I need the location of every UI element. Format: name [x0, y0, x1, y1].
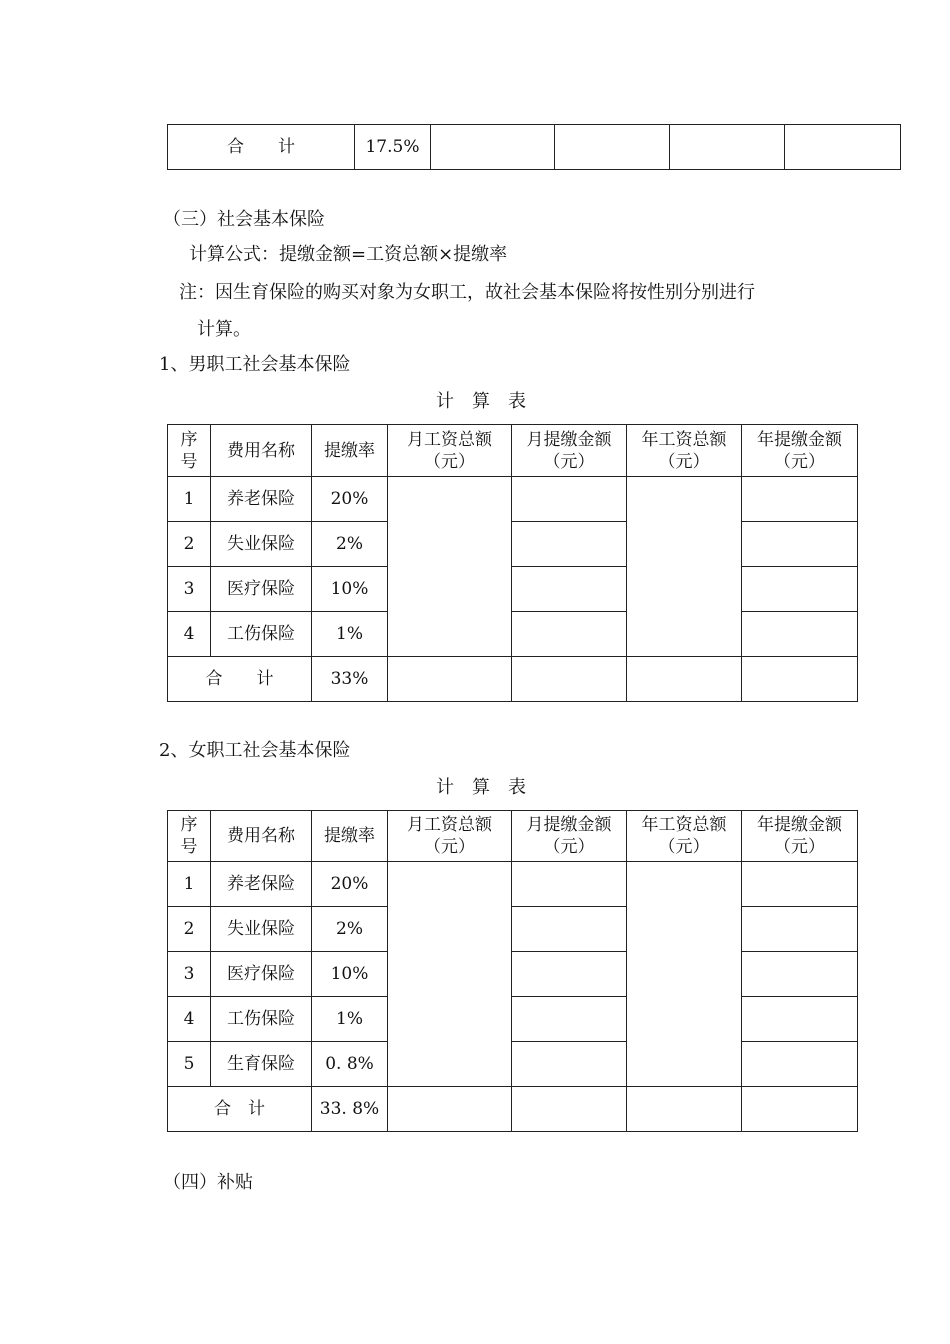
formula-text: 计算公式：提缴金额=工资总额×提缴率: [189, 244, 508, 265]
table-row: [168, 907, 858, 952]
header-seq: 序 号: [168, 811, 211, 862]
blank-cell: [742, 612, 858, 657]
blank-cell: [512, 997, 627, 1042]
total-rate: 17.5%: [355, 125, 431, 170]
blank-cell: [388, 657, 512, 702]
blank-cell: [512, 952, 627, 997]
table-row: [168, 952, 858, 997]
row-rate: 2%: [312, 907, 388, 952]
blank-cell: [512, 862, 627, 907]
row-name: 医疗保险: [211, 952, 312, 997]
section4-heading: （四）补贴: [163, 1172, 253, 1193]
yearly-wage-merged-cell: [627, 862, 742, 1087]
monthly-wage-merged-cell: [388, 477, 512, 657]
blank-cell: [512, 567, 627, 612]
section3-heading: （三）社会基本保险: [163, 209, 325, 230]
header-name: 费用名称: [211, 425, 312, 477]
blank-cell: [785, 125, 901, 170]
row-rate: 10%: [312, 952, 388, 997]
row-rate: 1%: [312, 997, 388, 1042]
blank-cell: [388, 1087, 512, 1132]
blank-cell: [627, 1087, 742, 1132]
total-label: 合 计: [168, 657, 312, 702]
row-name: 养老保险: [211, 862, 312, 907]
female-calc-table: [167, 810, 858, 1132]
blank-cell: [742, 862, 858, 907]
blank-cell: [742, 1087, 858, 1132]
blank-cell: [742, 907, 858, 952]
blank-cell: [670, 125, 785, 170]
yearly-wage-merged-cell: [627, 477, 742, 657]
row-name: 生育保险: [211, 1042, 312, 1087]
male-table-title: 计 算 表: [436, 391, 526, 412]
header-rate: 提缴率: [312, 425, 388, 477]
header-monthly-payment: 月提缴金额 （元）: [512, 425, 627, 477]
table-header-row: [168, 811, 858, 862]
header-rate: 提缴率: [312, 811, 388, 862]
top-total-table: [167, 124, 901, 170]
female-table-title: 计 算 表: [436, 777, 526, 798]
header-monthly-wage: 月工资总额 （元）: [388, 811, 512, 862]
blank-cell: [742, 657, 858, 702]
row-name: 医疗保险: [211, 567, 312, 612]
row-rate: 2%: [312, 522, 388, 567]
header-monthly-payment: 月提缴金额 （元）: [512, 811, 627, 862]
row-name: 失业保险: [211, 907, 312, 952]
blank-cell: [742, 997, 858, 1042]
table-row: [168, 862, 858, 907]
table-row: [168, 477, 858, 522]
table-total-row: [168, 1087, 858, 1132]
blank-cell: [512, 1042, 627, 1087]
total-label: 合 计: [168, 125, 355, 170]
male-calc-table: [167, 424, 858, 702]
header-seq: 序 号: [168, 425, 211, 477]
blank-cell: [512, 612, 627, 657]
total-rate: 33. 8%: [312, 1087, 388, 1132]
row-rate: 1%: [312, 612, 388, 657]
blank-cell: [512, 907, 627, 952]
header-yearly-payment: 年提缴金额 （元）: [742, 425, 858, 477]
blank-cell: [742, 522, 858, 567]
note-line-1: 注：因生育保险的购买对象为女职工，故社会基本保险将按性别分别进行: [179, 282, 755, 303]
table-total-row: [168, 657, 858, 702]
blank-cell: [627, 657, 742, 702]
blank-cell: [742, 567, 858, 612]
row-seq: 4: [168, 997, 211, 1042]
table-row: [168, 997, 858, 1042]
table-header-row: [168, 425, 858, 477]
female-heading: 2、女职工社会基本保险: [159, 740, 351, 761]
blank-cell: [555, 125, 670, 170]
row-rate: 20%: [312, 862, 388, 907]
total-rate: 33%: [312, 657, 388, 702]
table-row: [168, 522, 858, 567]
row-seq: 2: [168, 907, 211, 952]
table-row: [168, 125, 901, 170]
monthly-wage-merged-cell: [388, 862, 512, 1087]
table-row: [168, 567, 858, 612]
row-rate: 0. 8%: [312, 1042, 388, 1087]
table-row: [168, 612, 858, 657]
blank-cell: [742, 477, 858, 522]
header-monthly-wage: 月工资总额 （元）: [388, 425, 512, 477]
row-seq: 2: [168, 522, 211, 567]
header-name: 费用名称: [211, 811, 312, 862]
blank-cell: [742, 952, 858, 997]
blank-cell: [512, 477, 627, 522]
row-seq: 3: [168, 952, 211, 997]
header-yearly-wage: 年工资总额 （元）: [627, 425, 742, 477]
blank-cell: [512, 1087, 627, 1132]
blank-cell: [742, 1042, 858, 1087]
header-yearly-payment: 年提缴金额 （元）: [742, 811, 858, 862]
row-seq: 3: [168, 567, 211, 612]
row-seq: 4: [168, 612, 211, 657]
row-seq: 1: [168, 862, 211, 907]
row-seq: 5: [168, 1042, 211, 1087]
header-yearly-wage: 年工资总额 （元）: [627, 811, 742, 862]
row-rate: 20%: [312, 477, 388, 522]
row-rate: 10%: [312, 567, 388, 612]
row-name: 养老保险: [211, 477, 312, 522]
blank-cell: [431, 125, 555, 170]
row-name: 工伤保险: [211, 997, 312, 1042]
total-label: 合 计: [168, 1087, 312, 1132]
row-name: 工伤保险: [211, 612, 312, 657]
male-heading: 1、男职工社会基本保险: [159, 354, 351, 375]
blank-cell: [512, 522, 627, 567]
blank-cell: [512, 657, 627, 702]
row-name: 失业保险: [211, 522, 312, 567]
row-seq: 1: [168, 477, 211, 522]
note-line-2: 计算。: [197, 319, 251, 340]
table-row: [168, 1042, 858, 1087]
